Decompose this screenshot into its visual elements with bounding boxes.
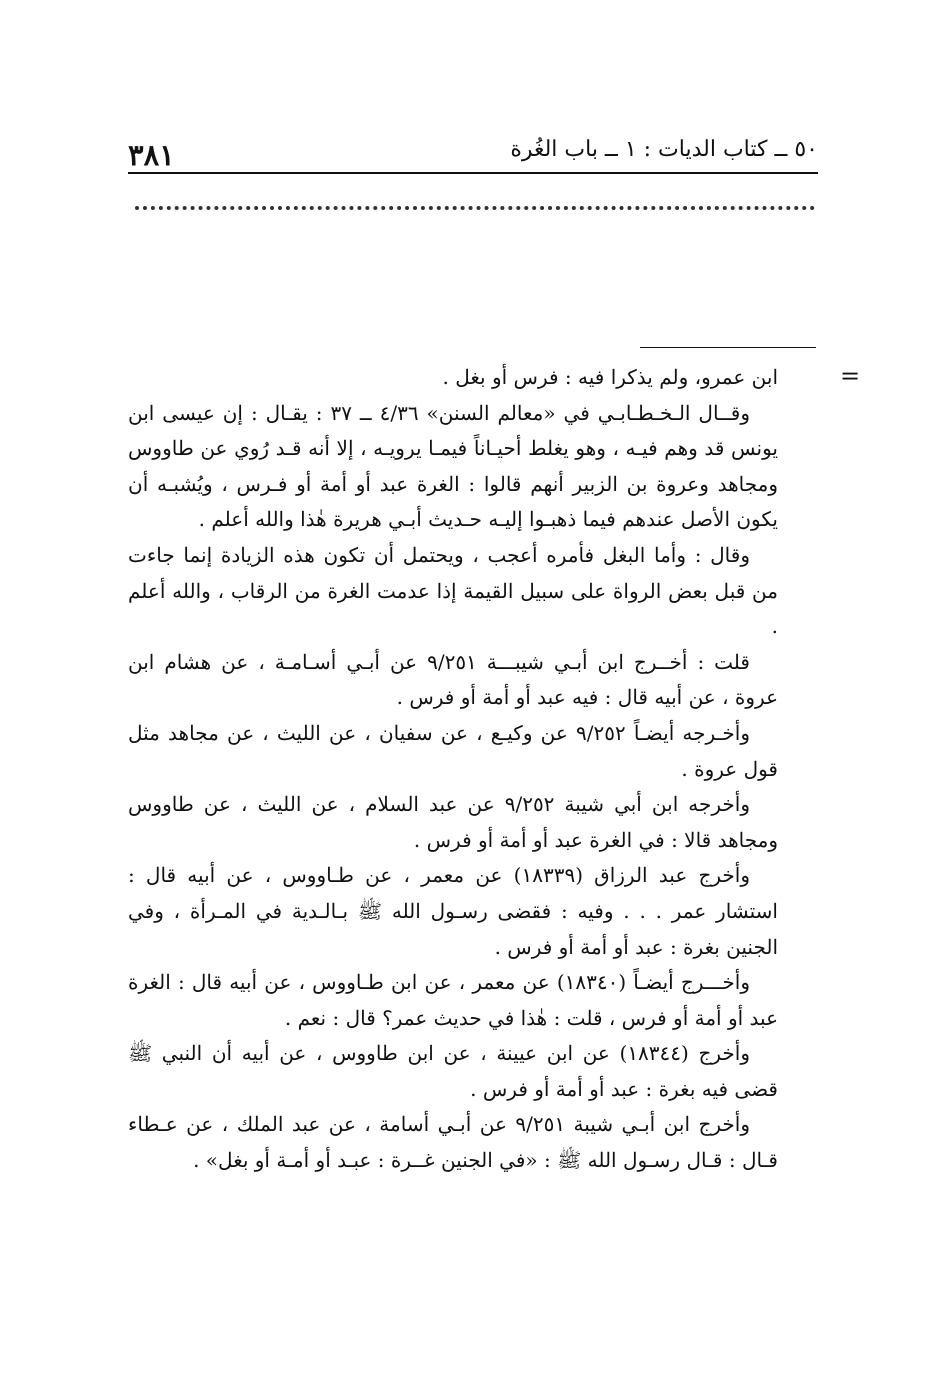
paragraph: وأخرج عبد الرزاق (١٨٣٣٩) عن معمر ، عن طـاووس ، عن أبيه قال : استشار عمر . . . وفيه : فقضى رسـول الله ﷺ بـالـدية في المـرأة ، وفي الجنين بغرة : عبد أو أمة أو فرس . [128, 863, 778, 959]
footnote-text [128, 360, 778, 1179]
paragraph: وقــال الـخـطـابـي في «معالم السنن» ٤/٣٦ ــ ٣٧ : يقـال : إن عيسى ابن يونس قد وهم فيـه ، وهو يغلط أحيـاناً فيمـا يرويـه ، إلا أنه قـد رُوي عن طاووس ومجاهد وعروة بن الزبير أنهم قالوا : الغرة عبد أو أمة أو فـرس ، ويُشبـه أن يكون الأصل عندهم فيما ذهبـوا إليـه حـديث أبـي هريرة هٰذا والله أعلم . [128, 400, 778, 532]
paragraph: ابن عمرو، ولم يذكرا فيه : فرس أو بغل . [442, 365, 778, 389]
paragraph: وأخرج (١٨٣٤٤) عن ابن عيينة ، عن ابن طاووس ، عن أبيه أن النبي ﷺ قضى فيه بغرة : عبد أو أمة أو فرس . [128, 1041, 778, 1101]
header-rule [128, 172, 818, 174]
continuation-mark: = [840, 362, 861, 390]
chapter-title: ٥٠ ــ كتاب الديات : ١ ــ باب الغُرة [510, 137, 818, 162]
paragraph: وأخـــرج أيضـاً (١٨٣٤٠) عن معمر ، عن ابن طـاووس ، عن أبيه قال : الغرة عبد أو أمة أو فرس ، قلت : هٰذا في حديث عمر؟ قال : نعم . [128, 970, 778, 1030]
dotted-separator [135, 206, 815, 210]
paragraph: وقال : وأما البغل فأمره أعجب ، ويحتمل أن تكون هذه الزيادة إنما جاءت من قبل بعض الرواة على سبيل القيمة إذا عدمت الغرة من الرقاب ، والله أعلم . [128, 542, 778, 639]
paragraph: وأخرجه ابن أبي شيبة ٩/٢٥٢ عن عبد السلام ، عن الليث ، عن طاووس ومجاهد قالا : في الغرة عبد أو أمة أو فرس . [128, 792, 778, 852]
paragraph: قلت : أخــرج ابن أبـي شيبـــة ٩/٢٥١ عن أبـي أسـامـة ، عن هشام ابن عروة ، عن أبيه قال : فيه عبد أو أمة أو فرس . [128, 649, 778, 710]
footnote-separator [640, 347, 816, 348]
paragraph: وأخرج ابن أبـي شيبة ٩/٢٥١ عن أبـي أسامة ، عن عبد الملك ، عن عـطاء قـال : قـال رسـول الله ﷺ : «في الجنين غــرة : عبـد أو أمـة أو بغل» . [128, 1112, 778, 1173]
page-number: ٣٨١ [128, 138, 175, 172]
paragraph: وأخـرجه أيضـاً ٩/٢٥٢ عن وكيـع ، عن سفيان ، عن الليث ، عن مجاهد مثل قول عروة . [128, 720, 778, 781]
